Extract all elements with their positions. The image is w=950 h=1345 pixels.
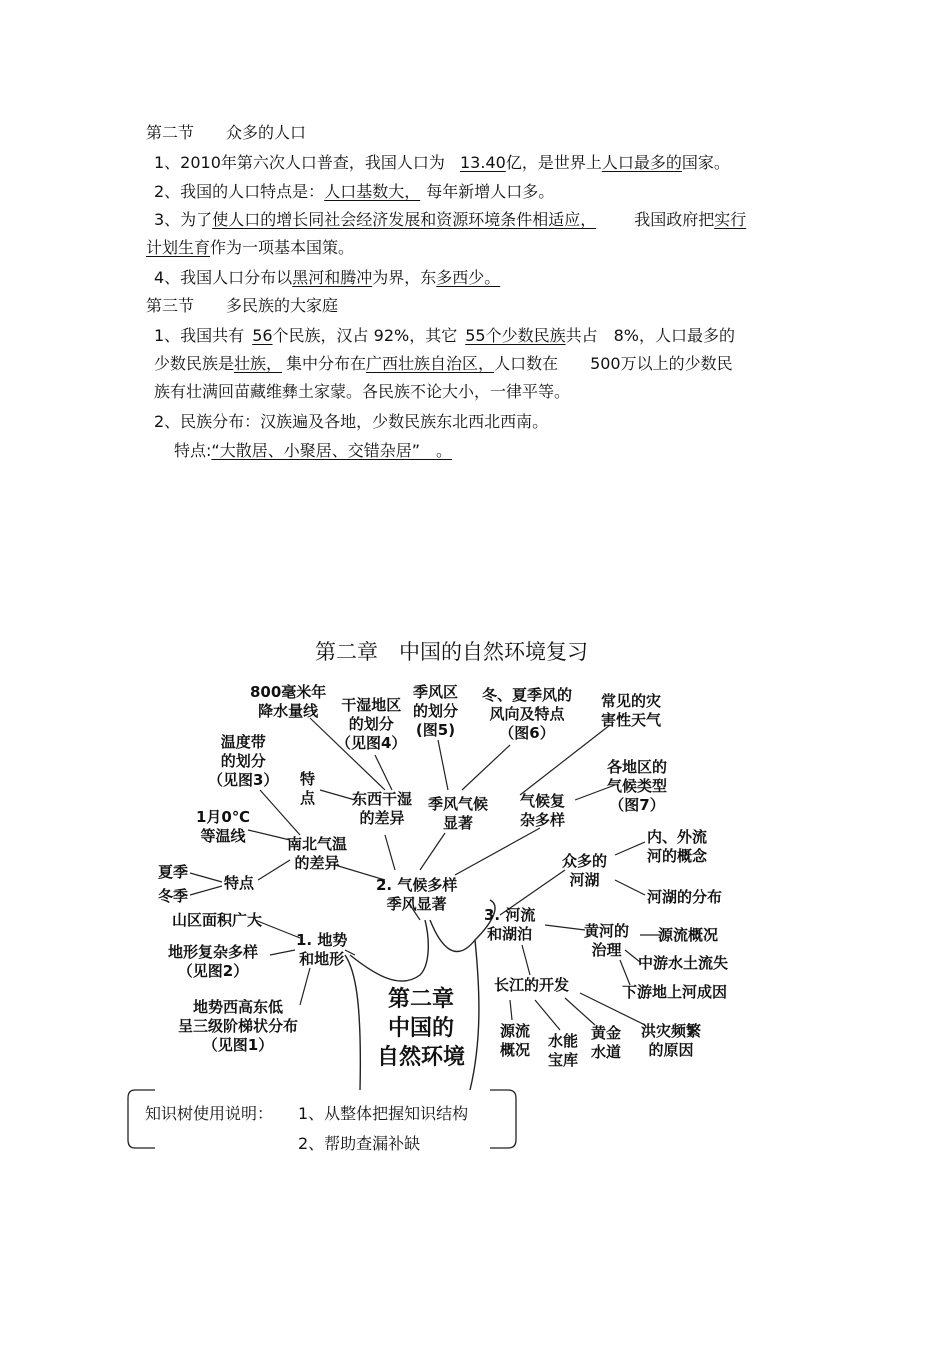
edge-b2-2 [385,835,395,870]
q1-text-e: 国家。 [681,153,730,172]
node-b3-2: 黄河的 治理 [584,922,630,959]
node-b2-2a: 800毫米年 降水量线 [250,683,327,720]
node-b3-1a: 内、外流 河的概念 [647,828,708,865]
s3q1-text-e: 共占 8%，人口最多的 [565,326,735,345]
s3q1-text-c: 个民族，汉占 92%，其它 [272,326,458,345]
node-b1: 1. 地势 和地形 [296,931,348,968]
edge-summer [190,873,222,882]
node-b1-3: 地势西高东低 呈三级阶梯状分布 （见图1） [178,998,299,1054]
node-b3-2b: 中游水土流失 [638,954,729,972]
node-b3-1b: 河湖的分布 [647,888,723,906]
q4-answer-line: 黑河和腾冲 [292,268,373,287]
edge-b2-1a [260,790,300,835]
node-b3: 3. 河流 和湖泊 [484,906,536,943]
node-b3-3: 长江的开发 [494,976,570,994]
s3q1b-text-a: 少数民族是 [154,354,235,373]
center-line-1: 第二章 [388,987,455,1012]
s3q2b-answer: “大散居、小聚居、交错杂居” 。 [211,441,452,460]
node-b2-1: 南北气温 的差异 [287,835,348,872]
node-b3-3d: 洪灾频繁 的原因 [641,1022,702,1059]
edge-b3-1a [615,842,645,855]
trunk-base-right [470,940,479,1090]
node-b1-2: 地形复杂多样 （见图2） [168,943,259,980]
edge-b2-1c [258,860,290,880]
trunk-base-left [345,955,360,1090]
trunk-left-edge [350,920,428,981]
edge-b2-3 [420,833,445,870]
node-b3-3a: 源流 概况 [500,1022,531,1059]
bracket-right [490,1090,516,1148]
s3q1-answer-55: 55个少数民族 [465,326,566,345]
edge-b2-3b [462,745,510,790]
edge-b2-1b [248,830,290,840]
edge-b1-2 [270,950,295,955]
q3b-text: 作为一项基本国策。 [210,238,355,257]
edge-b3-3b [535,1000,560,1030]
s3q1b-answer-guangxi: 广西壮族自治区， [366,354,495,373]
node-b2-4a: 常见的灾 害性天气 [601,692,662,729]
center-line-2: 中国的 [388,1016,455,1041]
edge-b2-2c [320,790,355,800]
q2-text-a: 2、我国的人口特点是： [154,182,325,201]
edge-b3-3c [565,998,595,1025]
section3-q2: 2、民族分布：汉族遍及各地，少数民族东北西北西南。 [154,412,549,431]
q4-text-a: 4、我国人口分布以 [154,268,293,287]
usage-label: 知识树使用说明： [145,1104,274,1123]
node-b1-1: 山区面积广大 [172,911,263,929]
edge-b3-3a [510,1000,512,1020]
usage-item-2: 2、帮助查漏补缺 [298,1134,421,1153]
node-b3-2a: 源流概况 [658,926,719,944]
node-b2-2: 东西干湿 的差异 [352,790,413,827]
q1-text-a: 1、2010年第六次人口普查，我国人口为 [154,153,445,172]
q3-text-c: 我国政府把 [634,210,715,229]
q3-answer-b: 实行 [714,210,747,229]
edge-b2-2b [375,755,392,790]
tree-center-node [377,985,465,1072]
edge-winter [190,886,222,895]
edge-b3-2 [545,925,585,930]
node-b2-4b: 各地区的 气候类型 （图7） [607,758,668,814]
node-b3-3c: 黄金 水道 [591,1024,622,1061]
q2-text-c: 每年新增人口多。 [426,182,555,201]
node-b2-3: 季风气候 显著 [428,795,489,832]
center-line-3: 自然环境 [377,1045,466,1070]
node-b2: 2. 气候多样 季风显著 [376,876,458,913]
usage-item-1: 1、从整体把握知识结构 [298,1104,469,1123]
s3q1b-text-c: 集中分布在 [286,354,367,373]
s3q1b-text-e: 人口数在 500万以上的少数民 [494,354,733,373]
q4-answer-dist: 多西少。 [436,268,501,287]
node-b2-1a: 温度带 的划分 （见图3） [208,733,279,789]
node-b2-1b: 1月0℃ 等温线 [196,808,251,845]
q3-text-a: 3、为了 [154,210,213,229]
node-b2-3b: 冬、夏季风的 风向及特点 （图6） [482,686,573,742]
q1-answer-most: 人口最多的 [601,153,682,172]
node-b2-2c: 特 点 [300,770,316,807]
node-summer: 夏季 [158,863,189,881]
node-b2-4: 气候复 杂多样 [520,792,566,829]
node-b3-3b: 水能 宝库 [548,1032,579,1069]
edge-b1-3 [300,968,310,1005]
node-b2-2b: 干湿地区 的划分 （见图4） [336,696,407,752]
edge-b2-3a [438,740,448,790]
s3q2b-label: 特点: [174,441,212,460]
node-b2-1c: 特点 [224,874,255,892]
s3q1b-answer-zhuang: 壮族， [234,354,283,373]
section3-q1c: 族有壮满回苗藏维彝土家蒙。各民族不论大小，一律平等。 [154,382,571,401]
s3q1-text-a: 1、我国共有 [154,326,245,345]
node-winter: 冬季 [158,887,189,905]
edge-b3-1b [615,880,645,895]
edge-b3-3 [522,945,530,975]
s3q1-answer-56: 56 [252,326,273,345]
node-b2-3a: 季风区 的划分 (图5) [413,683,459,739]
chapter-title: 第二章 中国的自然环境复习 [315,640,588,664]
q1-answer-population: 13.40 [460,153,506,172]
section2-heading: 第二节 众多的人口 [146,123,307,142]
node-b3-2c: 下游地上河成因 [622,983,728,1001]
q1-text-c: 亿，是世界上 [505,153,602,172]
q3-answer: 使人口的增长同社会经济发展和资源环境条件相适应， [212,210,597,229]
q4-text-c: 为界，东 [372,268,437,287]
section3-heading: 第三节 多民族的大家庭 [146,296,339,315]
q2-answer: 人口基数大， [324,182,421,201]
node-b3-1: 众多的 河湖 [562,852,608,889]
q3b-answer: 计划生育 [146,238,211,257]
edge-b3-2c [620,960,630,985]
edge-b2-4 [455,828,540,875]
